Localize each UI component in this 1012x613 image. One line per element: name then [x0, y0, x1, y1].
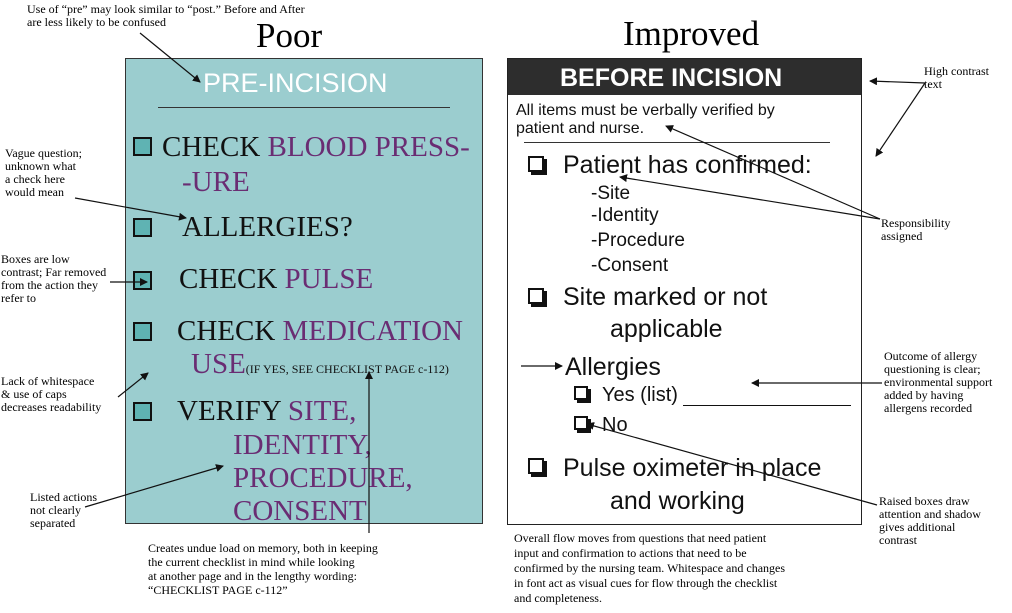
item-allergies: ALLERGIES?: [182, 211, 353, 243]
option-no: No: [602, 414, 628, 436]
improved-title: BEFORE INCISION: [560, 64, 783, 92]
poor-heading: Poor: [256, 16, 323, 55]
item-pulse-oximeter: and working: [610, 487, 745, 515]
item-verb: CHECK: [162, 131, 268, 163]
sub-item: -Site: [591, 183, 631, 204]
arrow: [870, 81, 925, 83]
arrow: [85, 466, 223, 507]
sub-item: -Procedure: [591, 230, 685, 251]
annotation-overall-flow: Overall flow moves from questions that need patient input and confirmation to actions that need to be confirmed by the nursing team. Whitespace and changes in font act as visual cues for flow through the checklist and completeness.: [514, 531, 786, 605]
sub-item: -Identity: [591, 205, 659, 226]
arrow: [140, 33, 200, 82]
item-pulse-oximeter: Pulse oximeter in place: [563, 454, 822, 482]
item-continuation: IDENTITY,: [233, 429, 372, 461]
poor-title: PRE-INCISION: [203, 68, 388, 98]
annotation-listed-actions: Listed actions not clearly separated: [30, 490, 97, 530]
item-verb: CHECK: [179, 263, 285, 295]
annotation-pre-post: Use of “pre” may look similar to “post.” Before and After are less likely to be confused: [27, 2, 305, 29]
arrow: [118, 373, 148, 397]
annotation-whitespace: Lack of whitespace & use of caps decreases readability: [1, 374, 102, 414]
annotation-raised-boxes: Raised boxes draw attention and shadow gives additional contrast: [879, 494, 981, 547]
item-object: PULSE: [284, 263, 374, 295]
arrow: [75, 198, 186, 218]
item-reference: (IF YES, SEE CHECKLIST PAGE c-112): [245, 362, 449, 376]
item-continuation: PROCEDURE,: [233, 462, 413, 494]
item-site-marked: Site marked or not: [563, 283, 768, 311]
item-object: SITE,: [287, 395, 357, 427]
annotation-allergy-outcome: Outcome of allergy questioning is clear; environmental support added by having allergens recorded: [884, 349, 993, 415]
item-site-marked: applicable: [610, 315, 723, 343]
item-verb: VERIFY: [177, 395, 288, 427]
item-object: USE: [191, 348, 246, 380]
intro-text: patient and nurse.: [516, 120, 645, 137]
sub-item: -Consent: [591, 255, 669, 276]
improved-heading: Improved: [623, 14, 760, 53]
arrow: [876, 83, 925, 156]
arrow: [666, 126, 880, 219]
intro-text: All items must be verbally verified by: [516, 102, 775, 119]
option-yes: Yes (list): [602, 384, 678, 406]
annotation-low-contrast-boxes: Boxes are low contrast; Far removed from the action they refer to: [1, 252, 107, 305]
item-object: MEDICATION: [282, 315, 463, 347]
item-patient-confirmed: Patient has confirmed:: [563, 151, 812, 179]
item-allergies: Allergies: [565, 353, 661, 381]
annotation-responsibility: Responsibility assigned: [881, 216, 951, 243]
item-object: BLOOD PRESS-: [267, 131, 470, 163]
item-continuation: -URE: [182, 166, 250, 198]
annotation-memory-load: Creates undue load on memory, both in keeping the current checklist in mind while looking at another page and in the lengthy wording: “CHECKLIST PAGE c-112”: [148, 541, 378, 597]
item-verb: CHECK: [177, 315, 283, 347]
item-continuation: CONSENT: [233, 495, 367, 527]
arrow: [620, 177, 880, 219]
annotation-high-contrast: High contrast text: [924, 64, 989, 91]
annotation-vague-question: Vague question; unknown what a check here would mean: [5, 146, 82, 199]
arrow: [587, 424, 877, 505]
